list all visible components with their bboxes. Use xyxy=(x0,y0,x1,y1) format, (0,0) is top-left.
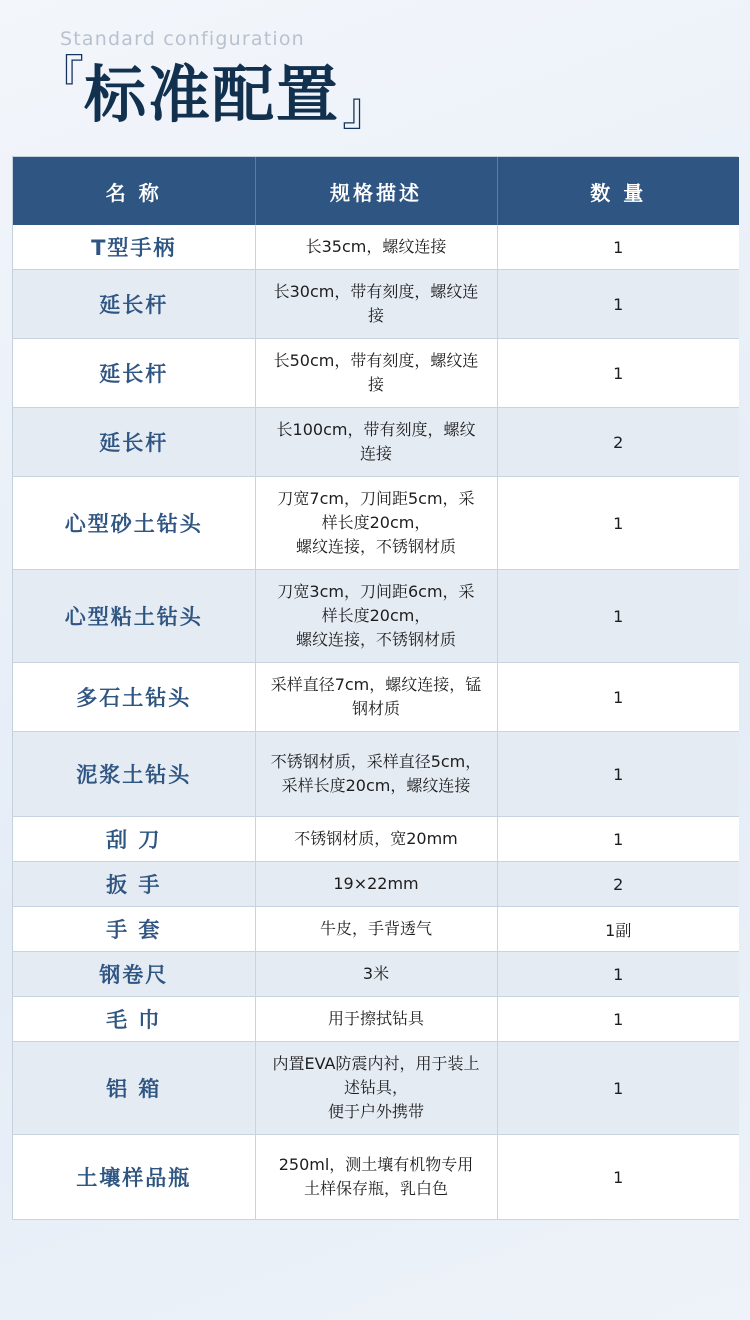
cell-item-quantity: 1 xyxy=(497,570,739,663)
description-line: 刀宽3cm，刀间距6cm，采样长度20cm， xyxy=(277,582,475,625)
description-line: 采样长度20cm，螺纹连接 xyxy=(281,776,471,795)
cell-item-quantity: 2 xyxy=(497,408,739,477)
table-row xyxy=(13,570,739,663)
table-row xyxy=(13,1135,739,1220)
cell-item-name: 延长杆 xyxy=(13,339,255,408)
bracket-left-decoration: 『 xyxy=(38,50,84,104)
table-row xyxy=(13,477,739,570)
cell-item-description xyxy=(255,477,497,570)
cell-item-quantity: 1 xyxy=(497,270,739,339)
description-line: 长100cm，带有刻度，螺纹连接 xyxy=(276,420,476,463)
cell-item-description xyxy=(255,570,497,663)
description-line: 土样保存瓶，乳白色 xyxy=(303,1179,448,1198)
cell-item-description xyxy=(255,663,497,732)
table-header-row xyxy=(13,157,739,225)
cell-item-name: 延长杆 xyxy=(13,270,255,339)
cell-item-description xyxy=(255,817,497,862)
description-line: 19×22mm xyxy=(333,874,419,893)
description-line: 螺纹连接，不锈钢材质 xyxy=(295,537,456,556)
cell-item-description xyxy=(255,732,497,817)
table-row xyxy=(13,732,739,817)
cell-item-name: 多石土钻头 xyxy=(13,663,255,732)
table-row xyxy=(13,408,739,477)
description-line: 采样直径7cm，螺纹连接，锰钢材质 xyxy=(270,675,482,718)
spec-table-wrapper xyxy=(12,156,738,1220)
column-header-name: 名 称 xyxy=(13,157,255,225)
description-line: 不锈钢材质，宽20mm xyxy=(294,829,458,848)
description-line: 用于擦拭钻具 xyxy=(327,1009,424,1028)
cell-item-quantity: 1 xyxy=(497,339,739,408)
spec-table-head xyxy=(13,157,739,225)
spec-table-body xyxy=(13,225,739,1220)
cell-item-description xyxy=(255,1135,497,1220)
cell-item-quantity: 1 xyxy=(497,225,739,270)
cell-item-quantity: 2 xyxy=(497,862,739,907)
description-line: 3米 xyxy=(362,964,390,983)
cell-item-name: 毛 巾 xyxy=(13,997,255,1042)
description-line: 不锈钢材质，采样直径5cm， xyxy=(270,752,482,771)
description-line: 牛皮，手背透气 xyxy=(319,919,432,938)
description-line: 250ml，测土壤有机物专用 xyxy=(278,1155,474,1174)
description-line: 长30cm，带有刻度，螺纹连接 xyxy=(273,282,479,325)
cell-item-description xyxy=(255,862,497,907)
cell-item-description xyxy=(255,952,497,997)
description-line: 长50cm，带有刻度，螺纹连接 xyxy=(273,351,479,394)
column-header-description: 规格描述 xyxy=(255,157,497,225)
description-line: 便于户外携带 xyxy=(327,1102,424,1121)
table-row xyxy=(13,997,739,1042)
cell-item-name: 心型砂土钻头 xyxy=(13,477,255,570)
table-row xyxy=(13,663,739,732)
cell-item-name: 铝 箱 xyxy=(13,1042,255,1135)
cell-item-description xyxy=(255,339,497,408)
bracket-right-decoration: 』 xyxy=(342,82,389,136)
table-row xyxy=(13,225,739,270)
cell-item-description xyxy=(255,408,497,477)
cell-item-name: 扳 手 xyxy=(13,862,255,907)
table-row xyxy=(13,817,739,862)
table-row xyxy=(13,952,739,997)
cell-item-description xyxy=(255,1042,497,1135)
spec-table xyxy=(13,157,739,1220)
cell-item-quantity: 1 xyxy=(497,817,739,862)
cell-item-quantity: 1 xyxy=(497,952,739,997)
cell-item-quantity: 1副 xyxy=(497,907,739,952)
description-line: 内置EVA防震内衬，用于装上述钻具， xyxy=(272,1054,480,1097)
description-line: 长35cm，螺纹连接 xyxy=(305,237,447,256)
cell-item-name: 钢卷尺 xyxy=(13,952,255,997)
cell-item-quantity: 1 xyxy=(497,477,739,570)
table-row xyxy=(13,907,739,952)
description-line: 螺纹连接，不锈钢材质 xyxy=(295,630,456,649)
page-header xyxy=(0,0,750,136)
cell-item-description xyxy=(255,225,497,270)
cell-item-description xyxy=(255,907,497,952)
eyebrow-text: Standard configuration xyxy=(60,28,305,50)
table-row xyxy=(13,270,739,339)
cell-item-quantity: 1 xyxy=(497,663,739,732)
description-line: 刀宽7cm，刀间距5cm，采样长度20cm， xyxy=(277,489,475,532)
cell-item-quantity: 1 xyxy=(497,732,739,817)
cell-item-quantity: 1 xyxy=(497,1135,739,1220)
table-row xyxy=(13,862,739,907)
cell-item-description xyxy=(255,997,497,1042)
cell-item-name: 土壤样品瓶 xyxy=(13,1135,255,1220)
column-header-quantity: 数 量 xyxy=(497,157,739,225)
cell-item-quantity: 1 xyxy=(497,997,739,1042)
cell-item-name: 手 套 xyxy=(13,907,255,952)
cell-item-name: 延长杆 xyxy=(13,408,255,477)
title-row xyxy=(38,50,750,136)
cell-item-name: 刮 刀 xyxy=(13,817,255,862)
cell-item-name: T型手柄 xyxy=(13,225,255,270)
cell-item-description xyxy=(255,270,497,339)
page-title: 标准配置 xyxy=(84,58,341,131)
cell-item-quantity: 1 xyxy=(497,1042,739,1135)
table-row xyxy=(13,1042,739,1135)
cell-item-name: 心型粘土钻头 xyxy=(13,570,255,663)
cell-item-name: 泥浆土钻头 xyxy=(13,732,255,817)
table-row xyxy=(13,339,739,408)
